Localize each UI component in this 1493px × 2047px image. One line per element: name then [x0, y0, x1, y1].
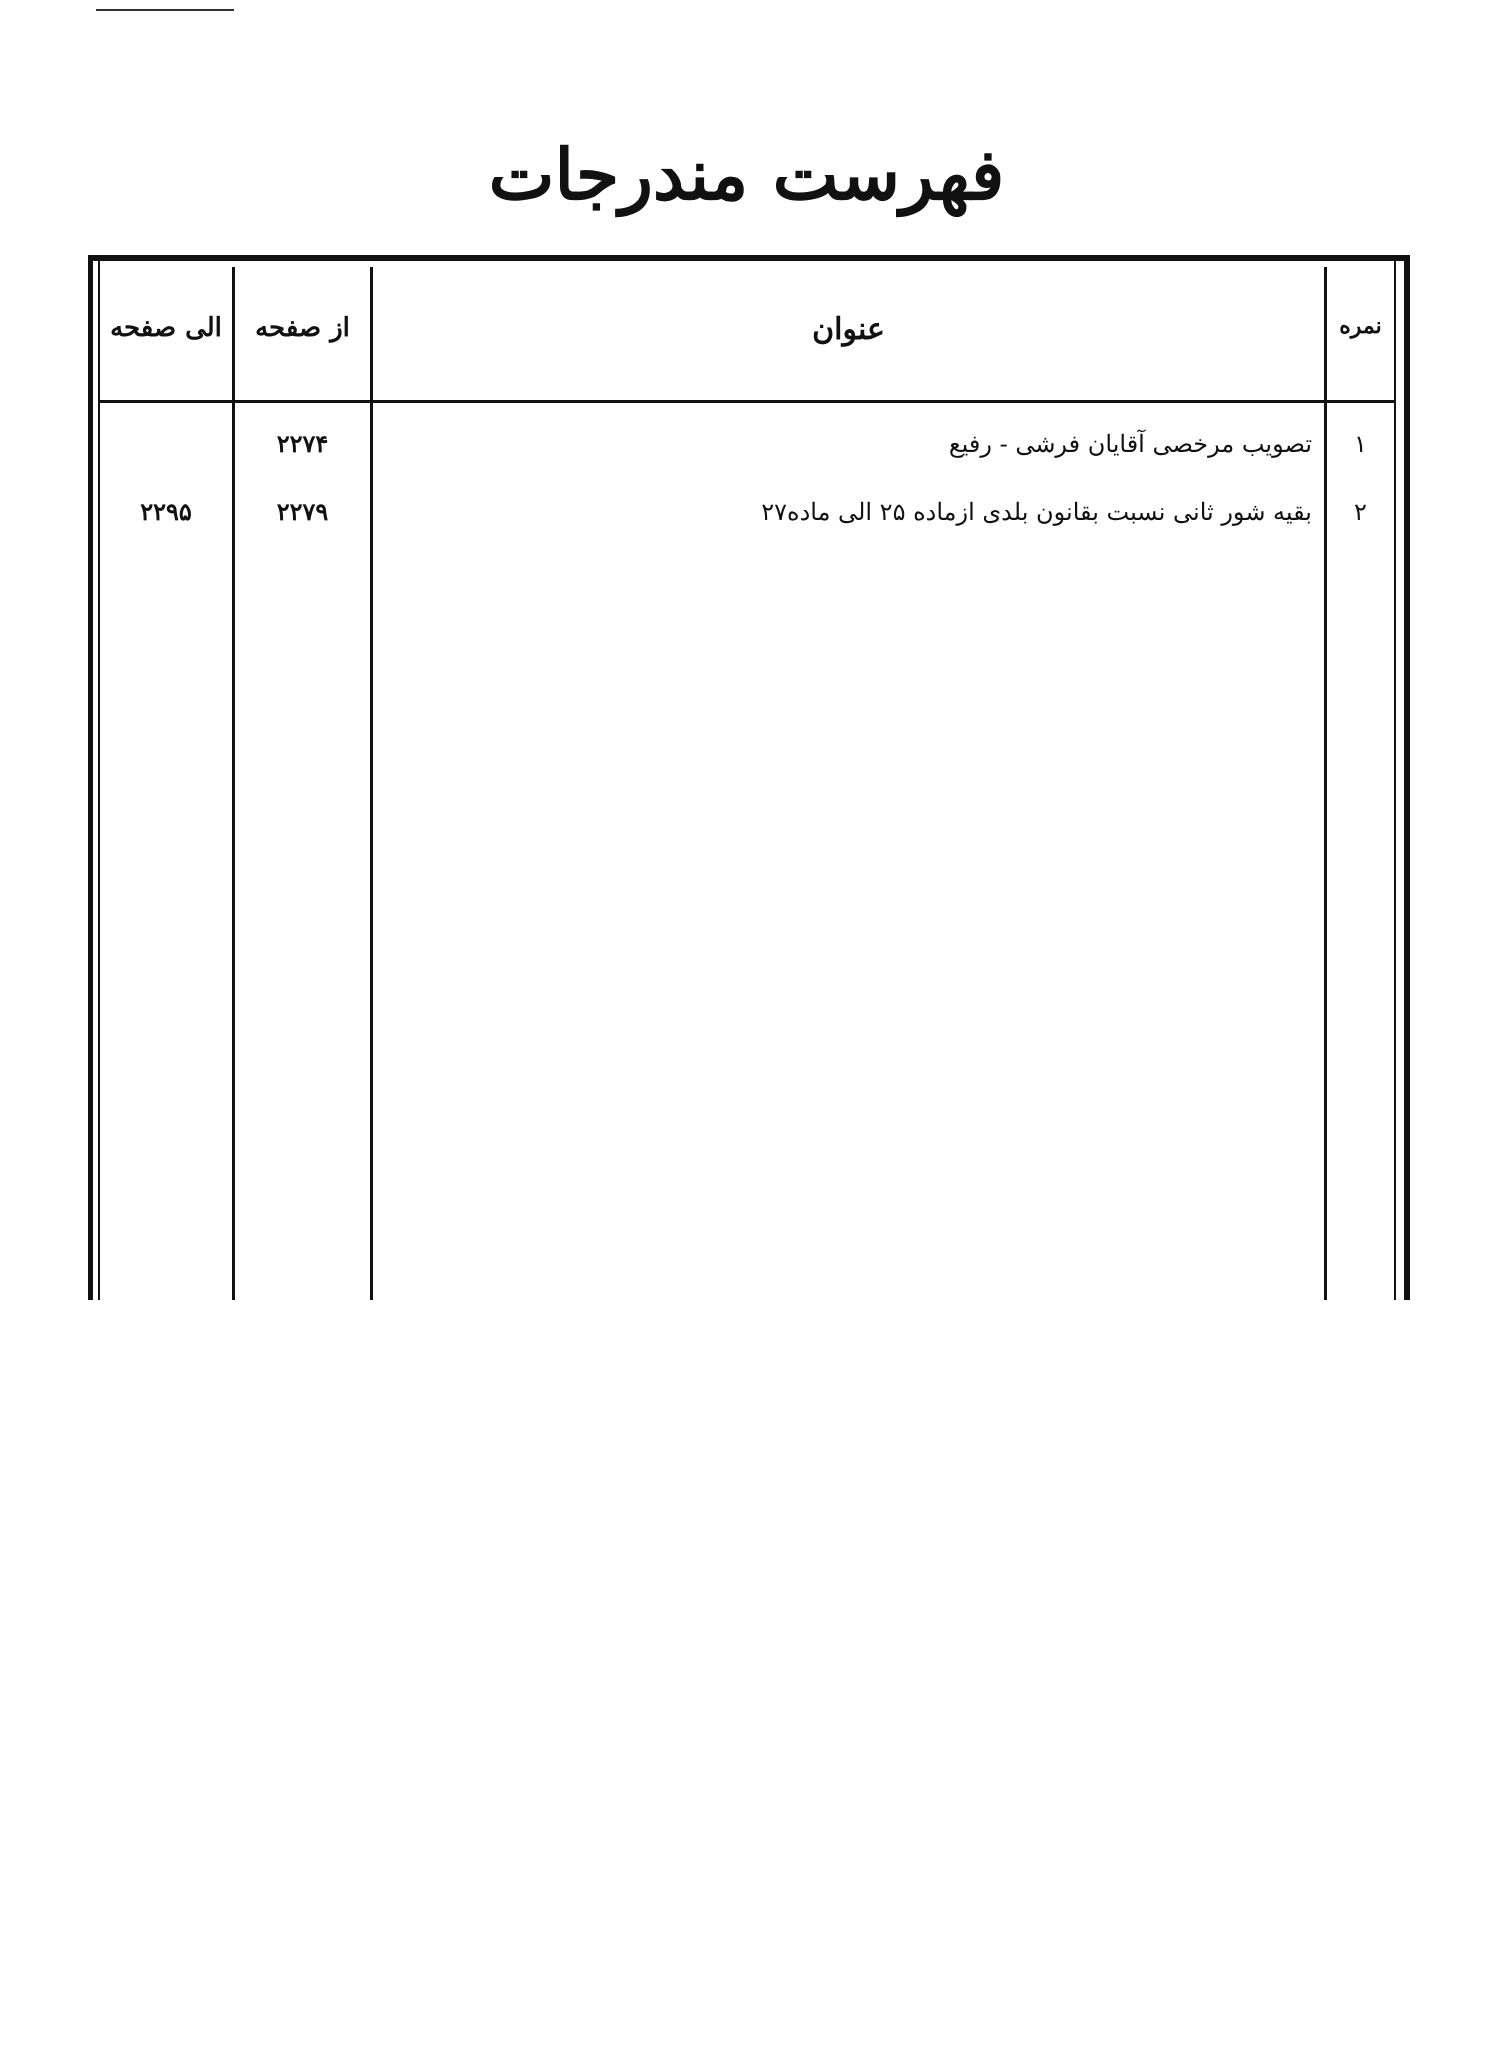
row-to-page: ۲۲۹۵: [140, 497, 192, 526]
page-title: فهرست مندرجات: [488, 133, 1005, 216]
header-from-page: از صفحه: [255, 313, 350, 343]
row-subject: تصویب مرخصی آقایان فرشی - رفیع: [948, 430, 1312, 458]
header-subject: عنوان: [812, 312, 885, 347]
table-row: [88, 430, 1410, 470]
row-subject: بقیه شور ثانی نسبت بقانون بلدی ازماده ۲۵ الی ماده۲۷: [761, 498, 1312, 526]
column-divider: [232, 267, 235, 1300]
header-number: نمره: [1339, 313, 1382, 339]
table-right-border: [1404, 255, 1410, 1300]
row-number: ۲: [1354, 498, 1367, 526]
row-number: ۱: [1354, 430, 1367, 458]
column-divider: [1324, 267, 1327, 1300]
row-from-page: ۲۲۷۹: [276, 497, 329, 526]
table-left-border: [88, 255, 93, 1300]
table-top-border: [88, 255, 1410, 261]
row-from-page: ۲۲۷۴: [276, 429, 329, 458]
table-left-inner-border: [98, 261, 100, 1300]
top-edge-rule: [96, 9, 234, 11]
header-to-page: الی صفحه: [110, 313, 222, 343]
column-divider: [370, 267, 373, 1300]
table-right-inner-border: [1394, 261, 1396, 1300]
table-row: [88, 498, 1410, 538]
header-divider: [98, 400, 1396, 403]
contents-table: [88, 255, 1410, 1300]
